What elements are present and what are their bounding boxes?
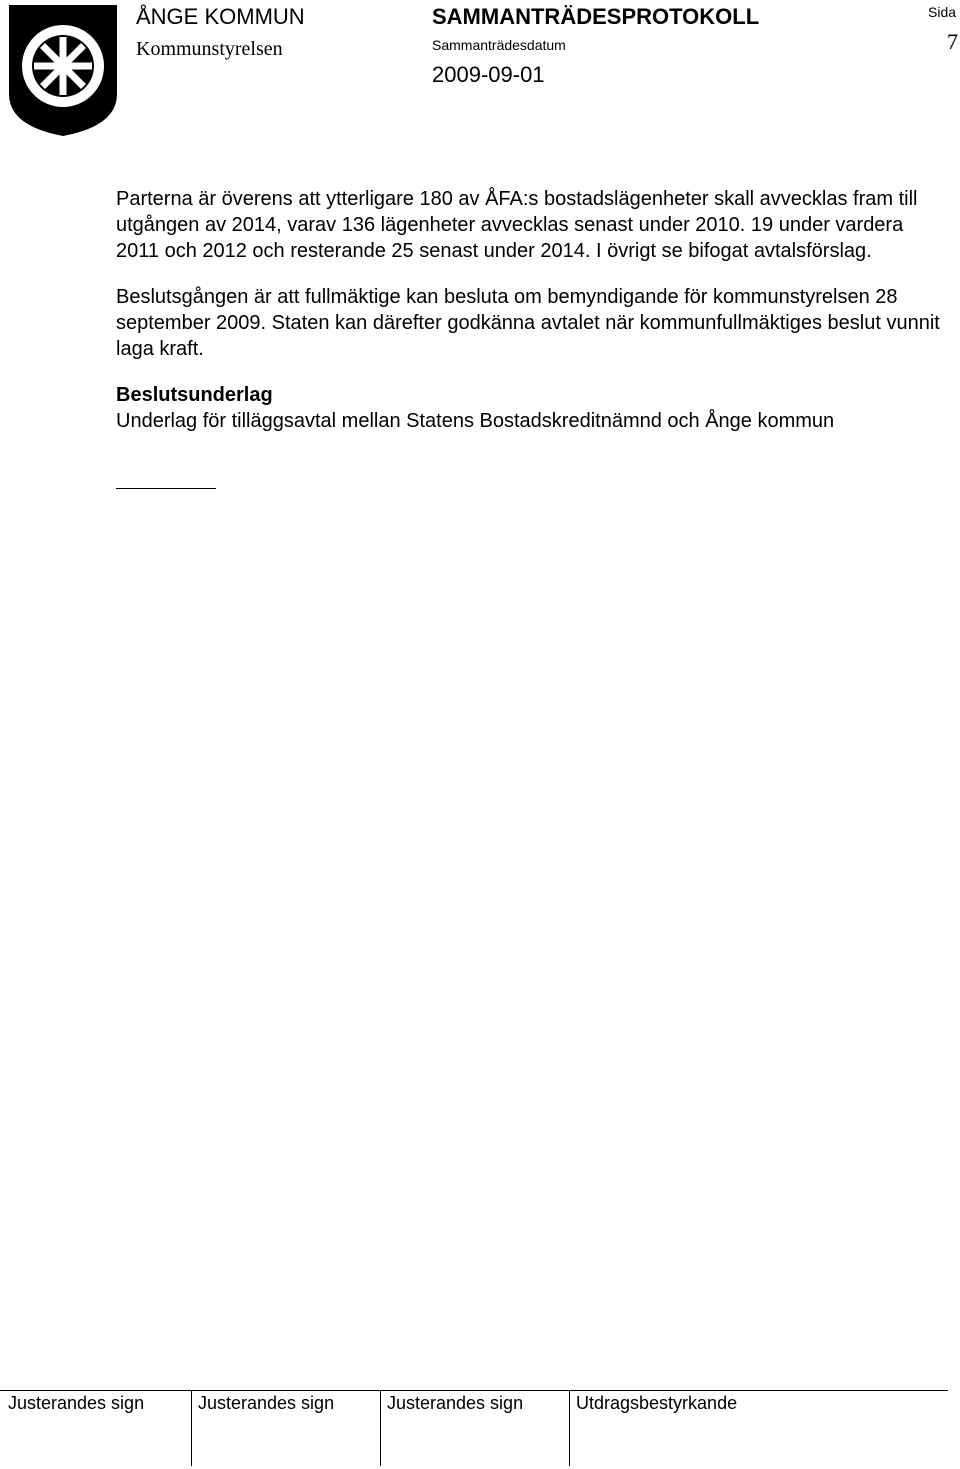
footer-sign-field: Justerandes sign bbox=[8, 1393, 145, 1413]
paragraph-agreement: Parterna är överens att ytterligare 180 av ÅFA:s bostadslägenheter skall avvecklas fram till utgången av 2014, varav 136 lägenheter avvecklas senast under 2010. 19 under vardera 2011 och 2012 och resterande 25 senast under 2014. I övrigt se bifogat avtalsförslag. bbox=[116, 188, 918, 262]
closing-rule bbox=[116, 488, 216, 489]
page-number: 7 bbox=[947, 29, 958, 54]
section-text: Underlag för tilläggsavtal mellan Statens Bostadskreditnämnd och Ånge kommun bbox=[116, 410, 835, 432]
department-name: Kommunstyrelsen bbox=[136, 38, 283, 60]
meeting-date-label: Sammanträdesdatum bbox=[432, 37, 566, 53]
meeting-date-value: 2009-09-01 bbox=[432, 62, 545, 87]
page-label: Sida bbox=[928, 4, 957, 20]
section-heading: Beslutsunderlag bbox=[116, 384, 273, 406]
footer-rule bbox=[0, 1390, 948, 1391]
footer-sign-field: Justerandes sign bbox=[387, 1393, 524, 1413]
wheel-coat-of-arms-icon bbox=[6, 2, 120, 138]
footer-divider bbox=[380, 1390, 381, 1466]
footer-divider bbox=[191, 1390, 192, 1466]
document-body bbox=[116, 186, 946, 434]
document-title: SAMMANTRÄDESPROTOKOLL bbox=[432, 4, 760, 29]
footer-certification-field: Utdragsbestyrkande bbox=[576, 1393, 738, 1413]
footer-divider bbox=[569, 1390, 570, 1466]
footer-sign-field: Justerandes sign bbox=[198, 1393, 335, 1413]
paragraph-decision-process: Beslutsgången är att fullmäktige kan besluta om bemyndigande för kommunstyrelsen 28 september 2009. Staten kan därefter godkänna avtalet när kommunfullmäktiges beslut vunnit laga kraft. bbox=[116, 286, 940, 360]
organization-name: ÅNGE KOMMUN bbox=[136, 4, 305, 29]
